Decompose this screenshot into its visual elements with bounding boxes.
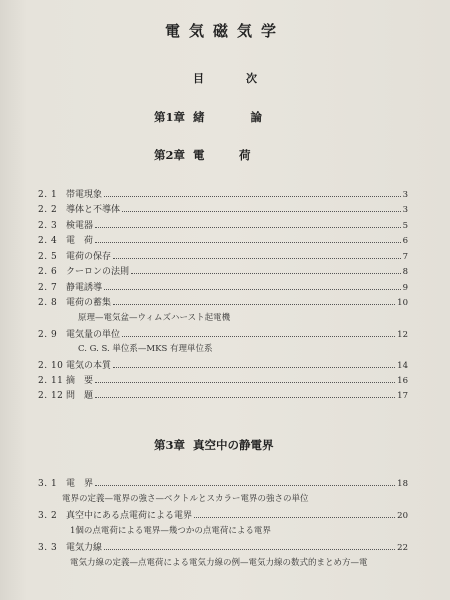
- leader-dots: [95, 221, 401, 228]
- leader-dots: [122, 205, 401, 212]
- toc-entry-3-2[interactable]: [38, 508, 408, 521]
- section-title: 摘 要: [66, 376, 94, 386]
- toc-entry-2-9[interactable]: [38, 327, 408, 340]
- section-number: 2. 1: [38, 190, 58, 200]
- section-title: 問 題: [66, 391, 94, 401]
- section-title: 電気力線: [66, 543, 103, 553]
- section-number: 2. 10: [38, 361, 64, 371]
- leader-dots: [104, 543, 395, 550]
- leader-dots: [104, 283, 401, 290]
- section-number: 2. 12: [38, 391, 64, 401]
- section-number: 3. 3: [38, 543, 58, 553]
- page-number: 8: [402, 267, 408, 277]
- leader-dots: [95, 376, 395, 383]
- section-number: 2. 7: [38, 283, 58, 293]
- section-title: クーロンの法則: [66, 267, 130, 277]
- toc-entry-2-10[interactable]: [38, 358, 408, 371]
- leader-dots: [122, 330, 395, 337]
- toc-entry-3-1[interactable]: [38, 476, 408, 489]
- section-title: 真空中にある点電荷による電界: [66, 511, 193, 521]
- chapter-2-heading[interactable]: [154, 147, 251, 163]
- toc-entry-2-1[interactable]: [38, 187, 408, 200]
- chapter-label: 第1章: [154, 110, 186, 124]
- page-number: 12: [397, 330, 408, 340]
- section-title: 電 荷: [66, 236, 94, 246]
- chapter-label: 第3章: [154, 438, 186, 452]
- page-number: 6: [402, 236, 408, 246]
- page-number: 22: [397, 543, 408, 553]
- section-number: 3. 1: [38, 479, 58, 489]
- toc-entry-2-11[interactable]: [38, 373, 408, 386]
- section-number: 2. 4: [38, 236, 58, 246]
- book-title: 電気磁気学: [164, 22, 285, 40]
- leader-dots: [131, 267, 401, 274]
- chapter-3-heading[interactable]: [154, 437, 274, 453]
- section-title: 帯電現象: [66, 190, 103, 200]
- leader-dots: [95, 236, 401, 243]
- leader-dots: [95, 391, 395, 398]
- chapter-1-heading[interactable]: [154, 109, 262, 125]
- toc-entry-2-3[interactable]: [38, 218, 408, 231]
- section-title: 電荷の蓄集: [66, 298, 112, 308]
- chapter-title: 緒 論: [193, 110, 263, 124]
- section-subtopics: C. G. S. 単位系—MKS 有理単位系: [78, 344, 213, 354]
- page-number: 16: [397, 376, 408, 386]
- leader-dots: [113, 361, 395, 368]
- section-title: 検電器: [66, 221, 94, 231]
- page-number: 10: [397, 298, 408, 308]
- section-number: 2. 6: [38, 267, 58, 277]
- section-title: 電荷の保存: [66, 252, 112, 262]
- leader-dots: [194, 511, 395, 518]
- section-title: 静電誘導: [66, 283, 103, 293]
- toc-entry-2-4[interactable]: [38, 233, 408, 246]
- toc-entry-3-3[interactable]: [38, 540, 408, 553]
- chapter-title: 電 荷: [193, 148, 251, 162]
- section-subtopics: 原理—電気盆—ウィムズハースト起電機: [78, 313, 231, 323]
- chapter-title: 真空中の静電界: [193, 438, 274, 452]
- page-number: 5: [402, 221, 408, 231]
- section-subtopics: 電気力線の定義—点電荷による電気力線の例—電気力線の数式的まとめ方—電: [70, 558, 368, 568]
- leader-dots: [113, 298, 395, 305]
- page-number: 20: [397, 511, 408, 521]
- leader-dots: [113, 252, 401, 259]
- section-number: 3. 2: [38, 511, 58, 521]
- section-number: 2. 11: [38, 376, 64, 386]
- page-number: 7: [402, 252, 408, 262]
- toc-entry-2-6[interactable]: [38, 264, 408, 277]
- section-title: 電気量の単位: [66, 330, 121, 340]
- page-number: 17: [397, 391, 408, 401]
- page-number: 14: [397, 361, 408, 371]
- leader-dots: [95, 479, 395, 486]
- toc-entry-2-5[interactable]: [38, 249, 408, 262]
- section-subtopics: 電界の定義—電界の強さ—ベクトルとスカラー電界の強さの単位: [62, 494, 309, 504]
- leader-dots: [104, 190, 401, 197]
- toc-entry-2-12[interactable]: [38, 388, 408, 401]
- toc-entry-2-2[interactable]: [38, 202, 408, 215]
- page-number: 3: [402, 190, 408, 200]
- page-number: 18: [397, 479, 408, 489]
- section-title: 導体と不導体: [66, 205, 121, 215]
- section-number: 2. 5: [38, 252, 58, 262]
- section-title: 電 界: [66, 479, 94, 489]
- toc-entry-2-8[interactable]: [38, 295, 408, 308]
- section-subtopics: 1個の点電荷による電界—幾つかの点電荷による電界: [70, 526, 271, 536]
- page-number: 9: [402, 283, 408, 293]
- chapter-label: 第2章: [154, 148, 186, 162]
- toc-entry-2-7[interactable]: [38, 280, 408, 293]
- page-number: 3: [402, 205, 408, 215]
- toc-heading: 目次: [193, 72, 299, 85]
- section-number: 2. 3: [38, 221, 58, 231]
- section-number: 2. 8: [38, 298, 58, 308]
- section-number: 2. 2: [38, 205, 58, 215]
- section-number: 2. 9: [38, 330, 58, 340]
- section-title: 電気の本質: [66, 361, 112, 371]
